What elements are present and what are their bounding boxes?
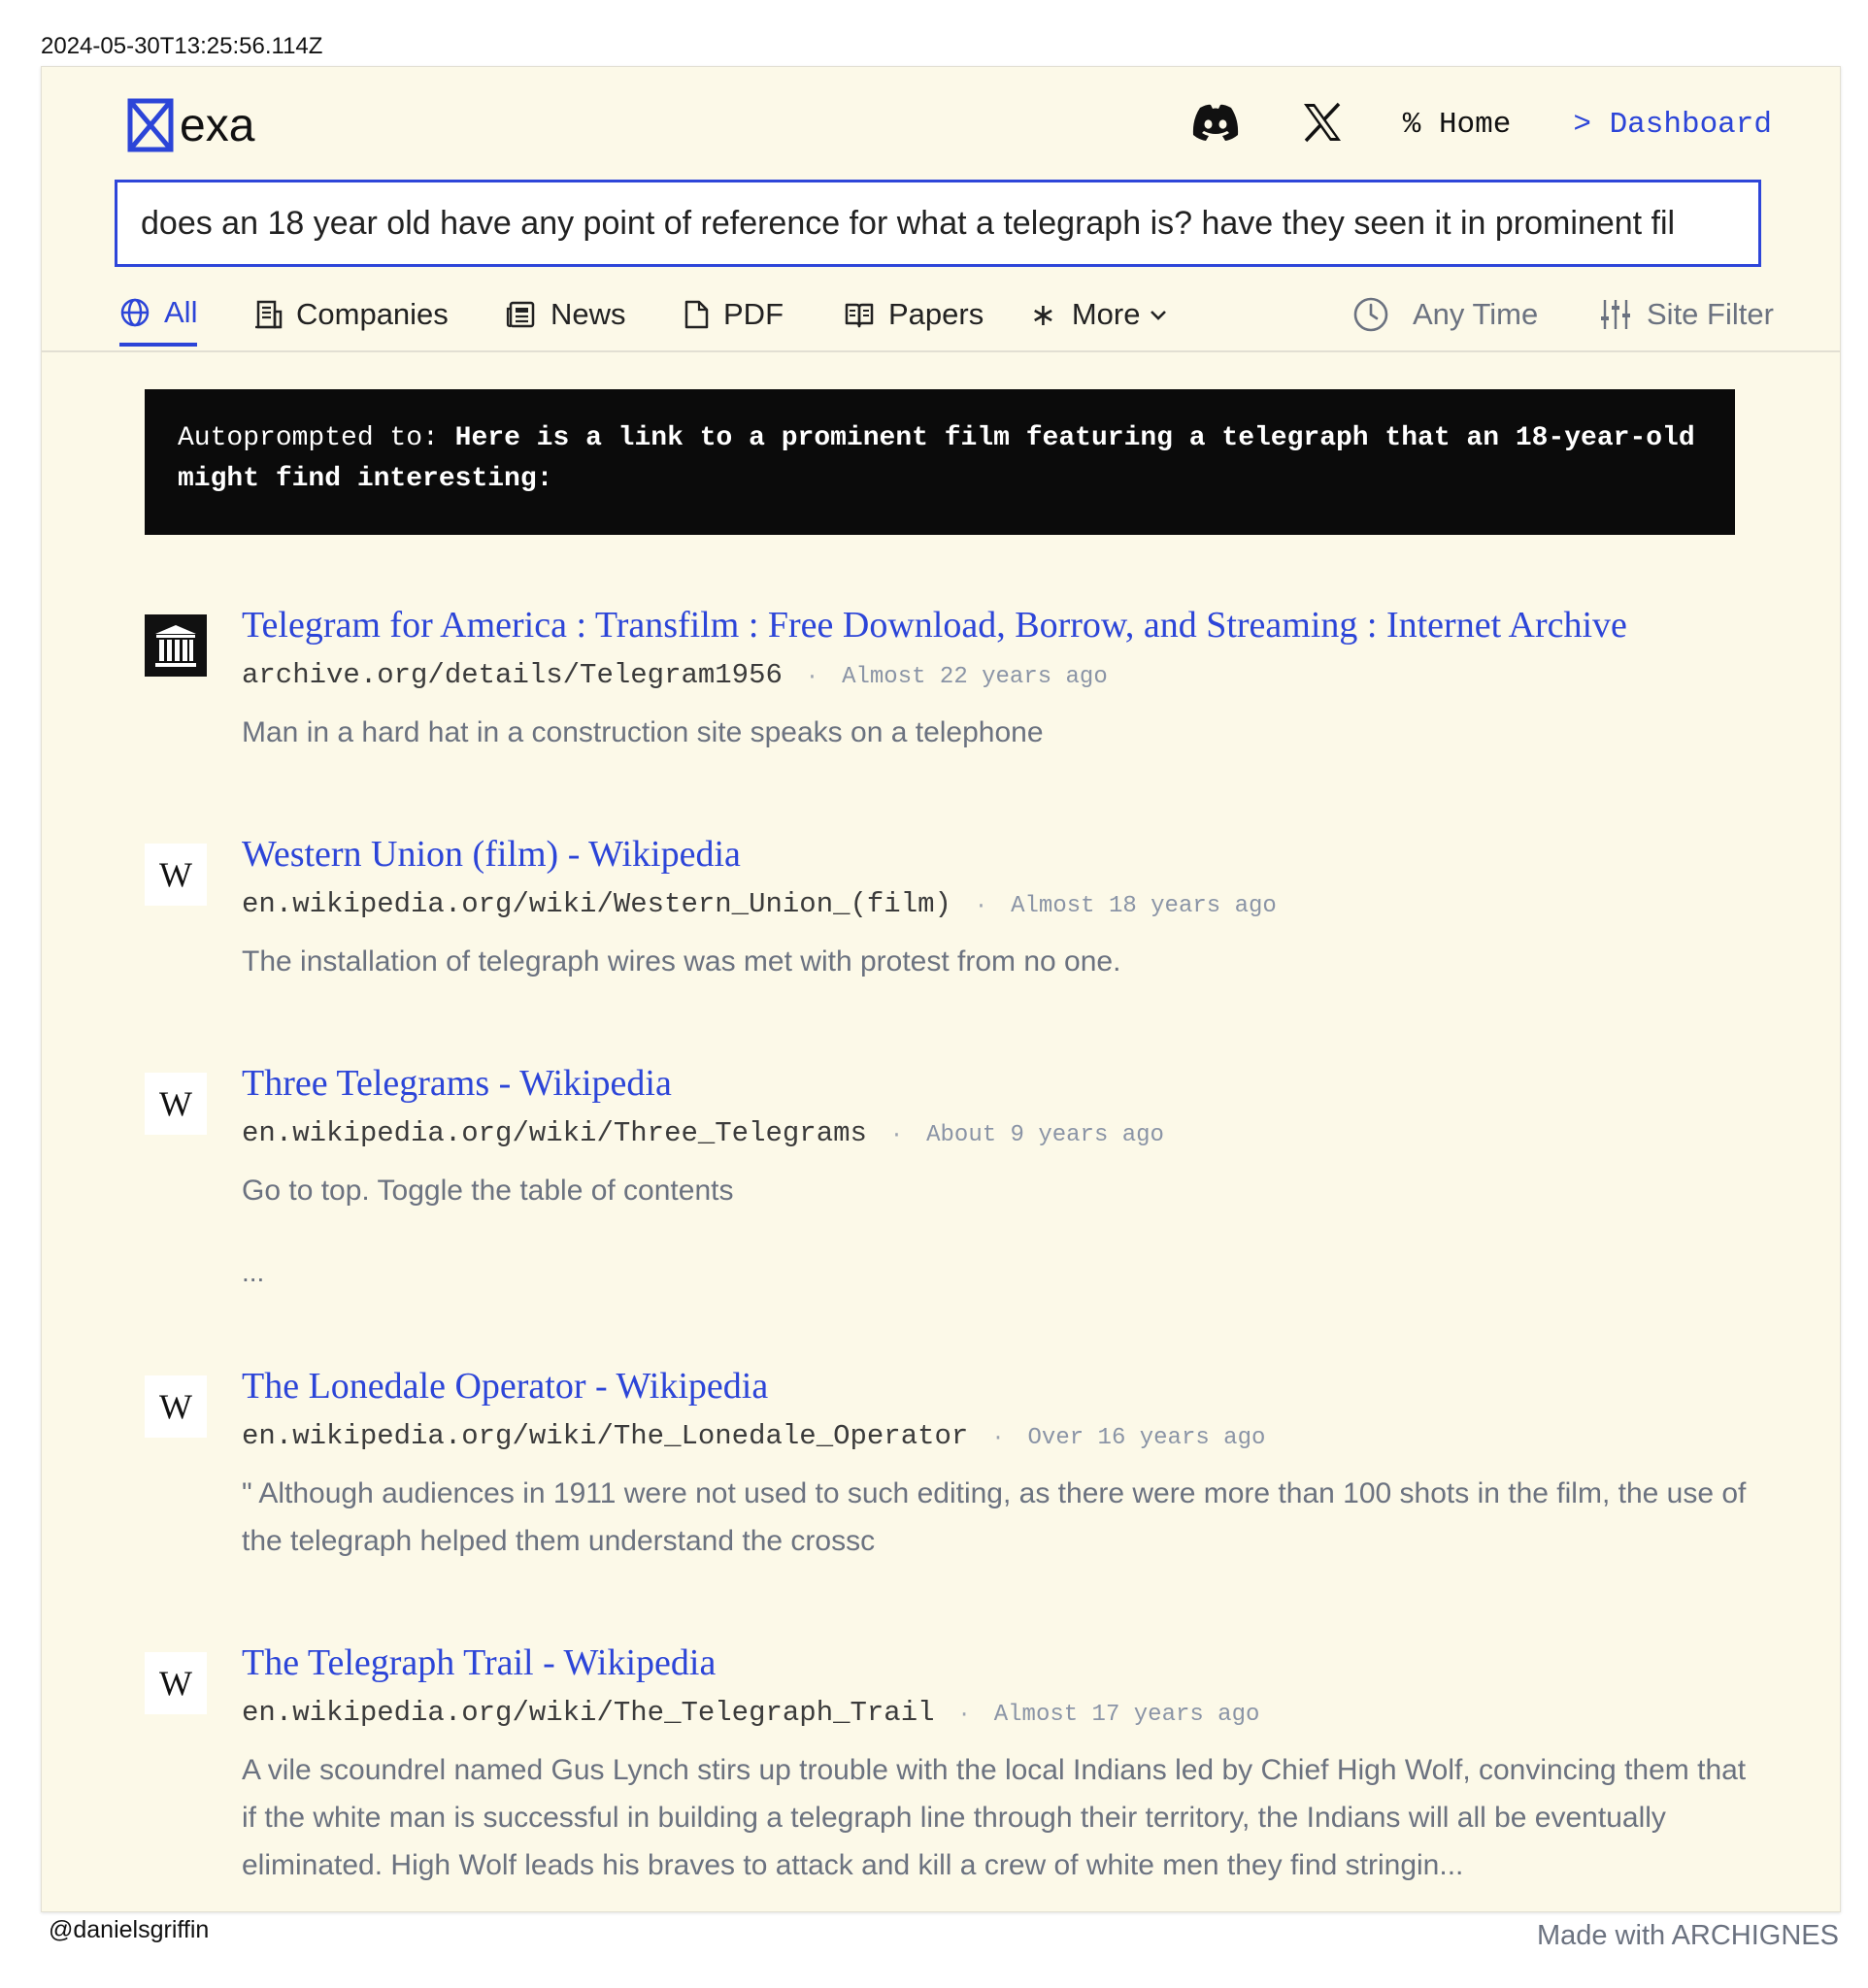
result-snippet: Go to top. Toggle the table of contents: [242, 1175, 734, 1207]
meta-separator: ·: [991, 1426, 1005, 1450]
sliders-icon: [1598, 297, 1633, 332]
search-query-text: does an 18 year old have any point of reference for what a telegraph is? have they seen it in prominent fil: [141, 204, 1676, 242]
search-input[interactable]: [115, 180, 1761, 267]
tab-more[interactable]: [1030, 282, 1169, 347]
tab-companies-label: Companies: [296, 297, 449, 331]
logo-text: exa: [180, 99, 255, 151]
result-item: [145, 1640, 1756, 1889]
result-url[interactable]: en.wikipedia.org/wiki/The_Lonedale_Operator: [242, 1420, 969, 1452]
browser-frame: [41, 66, 1841, 1912]
wikipedia-icon: W: [145, 1652, 207, 1714]
tab-news[interactable]: [506, 282, 626, 347]
result-meta: [242, 659, 1756, 691]
result-date: Almost 17 years ago: [993, 1702, 1260, 1728]
result-snippet: Man in a hard hat in a construction site speaks on a telephone: [242, 716, 1044, 748]
result-item: [145, 1364, 1756, 1565]
result-meta: [242, 1697, 1756, 1729]
home-link[interactable]: % Home: [1402, 108, 1512, 142]
tab-all[interactable]: [119, 282, 197, 347]
newspaper-icon: [506, 299, 537, 330]
autoprompt-text: Here is a link to a prominent film featuring a telegraph that an 18-year-old might find interesting:: [178, 423, 1695, 494]
made-with-credit: Made with ARCHIGNES: [1536, 1920, 1839, 1951]
wikipedia-icon: W: [145, 844, 207, 906]
autoprompt-banner: [145, 389, 1735, 535]
top-nav: [1189, 102, 1772, 148]
result-item: [145, 1061, 1756, 1288]
x-icon[interactable]: [1302, 102, 1343, 148]
tab-news-label: News: [550, 297, 626, 331]
result-title[interactable]: Western Union (film) - Wikipedia: [242, 834, 741, 875]
tab-companies[interactable]: [253, 282, 449, 347]
result-date: Almost 22 years ago: [842, 664, 1108, 690]
page-header: [42, 67, 1840, 352]
capture-timestamp: 2024-05-30T13:25:56.114Z: [41, 33, 323, 59]
result-meta: [242, 1420, 1756, 1452]
exa-logo-icon: [127, 98, 174, 152]
snippet-ellipsis: ...: [242, 1257, 265, 1287]
tab-more-label: More: [1071, 297, 1141, 331]
chevron-down-icon: [1148, 304, 1169, 325]
globe-icon: [119, 297, 150, 328]
wikipedia-icon: W: [145, 1073, 207, 1135]
tab-papers[interactable]: [844, 282, 984, 347]
wikipedia-icon: W: [145, 1375, 207, 1438]
tab-pdf-label: PDF: [723, 297, 784, 331]
result-date: Almost 18 years ago: [1011, 893, 1277, 919]
meta-separator: ·: [974, 894, 988, 918]
search-tabs: [119, 282, 1772, 348]
result-url[interactable]: archive.org/details/Telegram1956: [242, 659, 783, 691]
author-handle: @danielsgriffin: [49, 1916, 210, 1943]
result-snippet: The installation of telegraph wires was met with protest from no one.: [242, 945, 1121, 977]
site-filter[interactable]: [1598, 282, 1774, 347]
result-url[interactable]: en.wikipedia.org/wiki/Three_Telegrams: [242, 1117, 867, 1149]
results-list: [145, 603, 1756, 1912]
result-snippet: A vile scoundrel named Gus Lynch stirs up trouble with the local Indians led by Chief High Wolf, convincing them that if the white man is successful in building a telegraph line through their territory, the Indians will all be eventually eliminated. High Wolf leads his braves to attack and kill a crew of white men they find stringin...: [242, 1754, 1747, 1881]
tab-papers-label: Papers: [888, 297, 984, 331]
result-snippet: " Although audiences in 1911 were not used to such editing, as there were more than 100 shots in the film, the use of the telegraph helped them understand the crossc: [242, 1477, 1747, 1557]
any-time-label: Any Time: [1413, 297, 1539, 331]
book-icon: [844, 299, 875, 330]
meta-separator: ·: [805, 665, 819, 689]
tab-pdf[interactable]: [683, 282, 784, 347]
any-time-filter[interactable]: [1352, 282, 1538, 347]
exa-logo[interactable]: [127, 98, 254, 152]
tab-all-label: All: [164, 295, 198, 329]
result-date: Over 16 years ago: [1027, 1425, 1266, 1451]
meta-separator: ·: [957, 1703, 971, 1727]
result-url[interactable]: en.wikipedia.org/wiki/The_Telegraph_Trail: [242, 1697, 935, 1729]
result-title[interactable]: The Lonedale Operator - Wikipedia: [242, 1366, 769, 1407]
discord-icon[interactable]: [1189, 103, 1242, 147]
result-meta: [242, 1117, 1756, 1149]
result-item: [145, 832, 1756, 985]
autoprompt-prefix: Autoprompted to:: [178, 423, 439, 453]
result-url[interactable]: en.wikipedia.org/wiki/Western_Union_(film): [242, 888, 951, 920]
result-title[interactable]: The Telegraph Trail - Wikipedia: [242, 1642, 717, 1683]
result-meta: [242, 888, 1756, 920]
asterisk-icon: ∗: [1030, 297, 1056, 332]
site-filter-label: Site Filter: [1647, 297, 1774, 331]
result-item: [145, 603, 1756, 756]
result-title[interactable]: Three Telegrams - Wikipedia: [242, 1063, 672, 1104]
dashboard-link[interactable]: > Dashboard: [1573, 108, 1772, 142]
result-date: About 9 years ago: [926, 1122, 1164, 1148]
file-icon: [683, 299, 710, 330]
meta-separator: ·: [889, 1123, 904, 1147]
building-icon: [253, 299, 283, 330]
result-title[interactable]: Telegram for America : Transfilm : Free Download, Borrow, and Streaming : Internet Archive: [242, 605, 1627, 646]
clock-icon: [1352, 296, 1389, 333]
archive-icon: [145, 614, 207, 677]
